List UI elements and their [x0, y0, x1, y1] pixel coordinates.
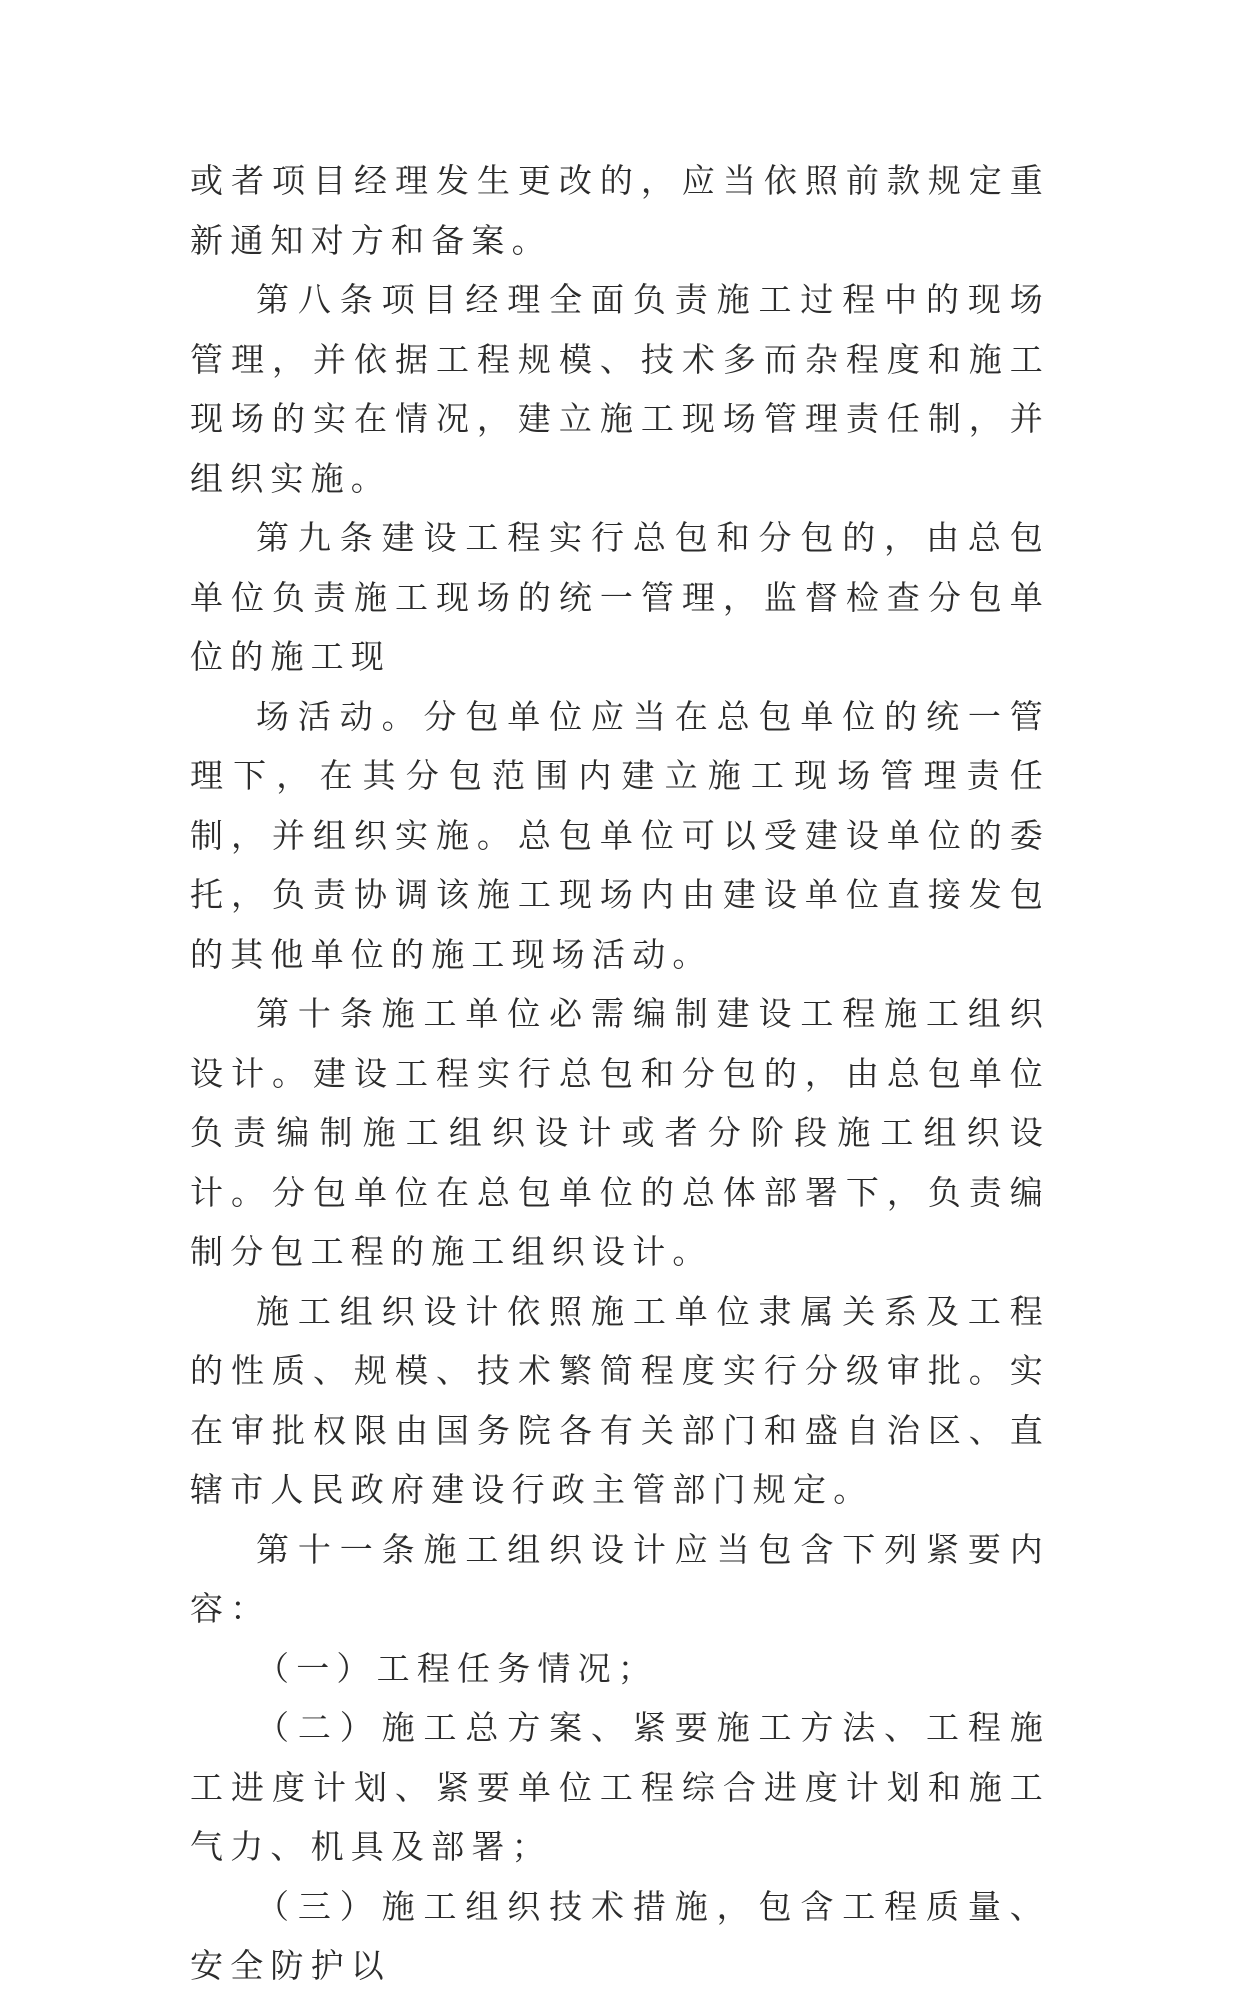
list-item-1: （一）工程任务情况；	[256, 1648, 658, 1688]
list-item-3: （三）施工组织技术措施，包含工程质量、安全防护以	[190, 1886, 1050, 1985]
paragraph-continuation: 或者项目经理发生更改的，应当依照前款规定重新通知对方和备案。	[190, 161, 1050, 260]
paragraph-article-11: 第十一条施工组织设计应当包含下列紧要内容：	[190, 1529, 1050, 1628]
paragraph-approval: 施工组织设计依照施工单位隶属关系及工程的性质、规模、技术繁简程度实行分级审批。实在审批权限由国务院各有关部门和盛自治区、直辖市人民政府建设行政主管部门规定。	[190, 1291, 1050, 1509]
paragraph-article-8: 第八条项目经理全面负责施工过程中的现场管理，并依据工程规模、技术多而杂程度和施工现场的实在情况，建立施工现场管理责任制，并组织实施。	[190, 280, 1050, 498]
list-item-2: （二）施工总方案、紧要施工方法、工程施工进度计划、紧要单位工程综合进度计划和施工气力、机具及部署；	[190, 1708, 1050, 1866]
paragraph-article-9: 第九条建设工程实行总包和分包的，由总包单位负责施工现场的统一管理，监督检查分包单位的施工现	[190, 518, 1050, 676]
document-body	[190, 151, 1050, 1996]
paragraph-article-10: 第十条施工单位必需编制建设工程施工组织设计。建设工程实行总包和分包的，由总包单位负责编制施工组织设计或者分阶段施工组织设计。分包单位在总包单位的总体部署下，负责编制分包工程的施工组织设计。	[190, 994, 1050, 1271]
paragraph-article-9-continued: 场活动。分包单位应当在总包单位的统一管理下，在其分包范围内建立施工现场管理责任制，并组织实施。总包单位可以受建设单位的委托，负责协调该施工现场内由建设单位直接发包的其他单位的施工现场活动。	[190, 696, 1050, 974]
